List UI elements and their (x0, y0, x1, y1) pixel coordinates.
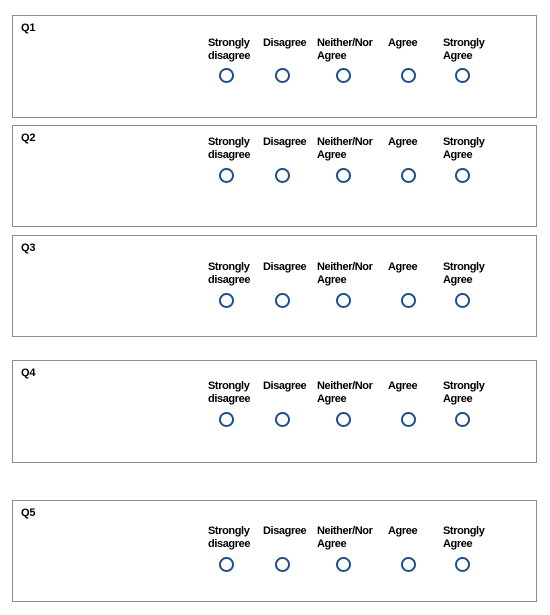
radio-neither-nor-agree-q1[interactable] (336, 68, 351, 83)
question-box-5 (12, 500, 537, 602)
radio-strongly-disagree-q2[interactable] (219, 168, 234, 183)
option-label-disagree: Disagree (263, 136, 307, 148)
option-label-strongly-disagree: Strongly disagree (208, 380, 251, 405)
question-label: Q3 (21, 242, 36, 254)
option-label-strongly-agree: Strongly Agree (443, 380, 485, 405)
radio-strongly-agree-q2[interactable] (455, 168, 470, 183)
option-label-neither-nor-agree: Neither/Nor Agree (317, 136, 373, 161)
option-label-agree: Agree (388, 136, 418, 148)
radio-disagree-q3[interactable] (275, 293, 290, 308)
question-label: Q1 (21, 22, 36, 34)
option-label-strongly-agree: Strongly Agree (443, 136, 485, 161)
option-label-disagree: Disagree (263, 380, 307, 392)
option-label-disagree: Disagree (263, 37, 307, 49)
radio-neither-nor-agree-q2[interactable] (336, 168, 351, 183)
radio-neither-nor-agree-q3[interactable] (336, 293, 351, 308)
option-label-strongly-agree: Strongly Agree (443, 37, 485, 62)
option-label-strongly-disagree: Strongly disagree (208, 525, 251, 550)
radio-neither-nor-agree-q5[interactable] (336, 557, 351, 572)
question-box-2 (12, 125, 537, 227)
option-label-strongly-disagree: Strongly disagree (208, 136, 251, 161)
radio-strongly-agree-q5[interactable] (455, 557, 470, 572)
question-label: Q4 (21, 367, 36, 379)
question-box-1 (12, 15, 537, 118)
radio-disagree-q4[interactable] (275, 412, 290, 427)
radio-strongly-agree-q4[interactable] (455, 412, 470, 427)
radio-strongly-agree-q3[interactable] (455, 293, 470, 308)
option-label-neither-nor-agree: Neither/Nor Agree (317, 261, 373, 286)
radio-disagree-q2[interactable] (275, 168, 290, 183)
radio-disagree-q1[interactable] (275, 68, 290, 83)
option-label-strongly-disagree: Strongly disagree (208, 37, 251, 62)
radio-agree-q2[interactable] (401, 168, 416, 183)
radio-agree-q3[interactable] (401, 293, 416, 308)
option-label-neither-nor-agree: Neither/Nor Agree (317, 37, 373, 62)
option-label-strongly-agree: Strongly Agree (443, 525, 485, 550)
option-label-strongly-disagree: Strongly disagree (208, 261, 251, 286)
option-label-disagree: Disagree (263, 261, 307, 273)
option-label-agree: Agree (388, 37, 418, 49)
radio-disagree-q5[interactable] (275, 557, 290, 572)
question-box-4 (12, 360, 537, 463)
option-label-neither-nor-agree: Neither/Nor Agree (317, 380, 373, 405)
radio-agree-q4[interactable] (401, 412, 416, 427)
option-label-disagree: Disagree (263, 525, 307, 537)
question-label: Q2 (21, 132, 36, 144)
option-label-neither-nor-agree: Neither/Nor Agree (317, 525, 373, 550)
radio-agree-q1[interactable] (401, 68, 416, 83)
radio-strongly-disagree-q5[interactable] (219, 557, 234, 572)
question-label: Q5 (21, 507, 36, 519)
option-label-agree: Agree (388, 380, 418, 392)
option-label-strongly-agree: Strongly Agree (443, 261, 485, 286)
option-label-agree: Agree (388, 261, 418, 273)
radio-strongly-disagree-q3[interactable] (219, 293, 234, 308)
radio-agree-q5[interactable] (401, 557, 416, 572)
option-label-agree: Agree (388, 525, 418, 537)
radio-strongly-disagree-q4[interactable] (219, 412, 234, 427)
radio-strongly-disagree-q1[interactable] (219, 68, 234, 83)
radio-strongly-agree-q1[interactable] (455, 68, 470, 83)
question-box-3 (12, 235, 537, 337)
radio-neither-nor-agree-q4[interactable] (336, 412, 351, 427)
